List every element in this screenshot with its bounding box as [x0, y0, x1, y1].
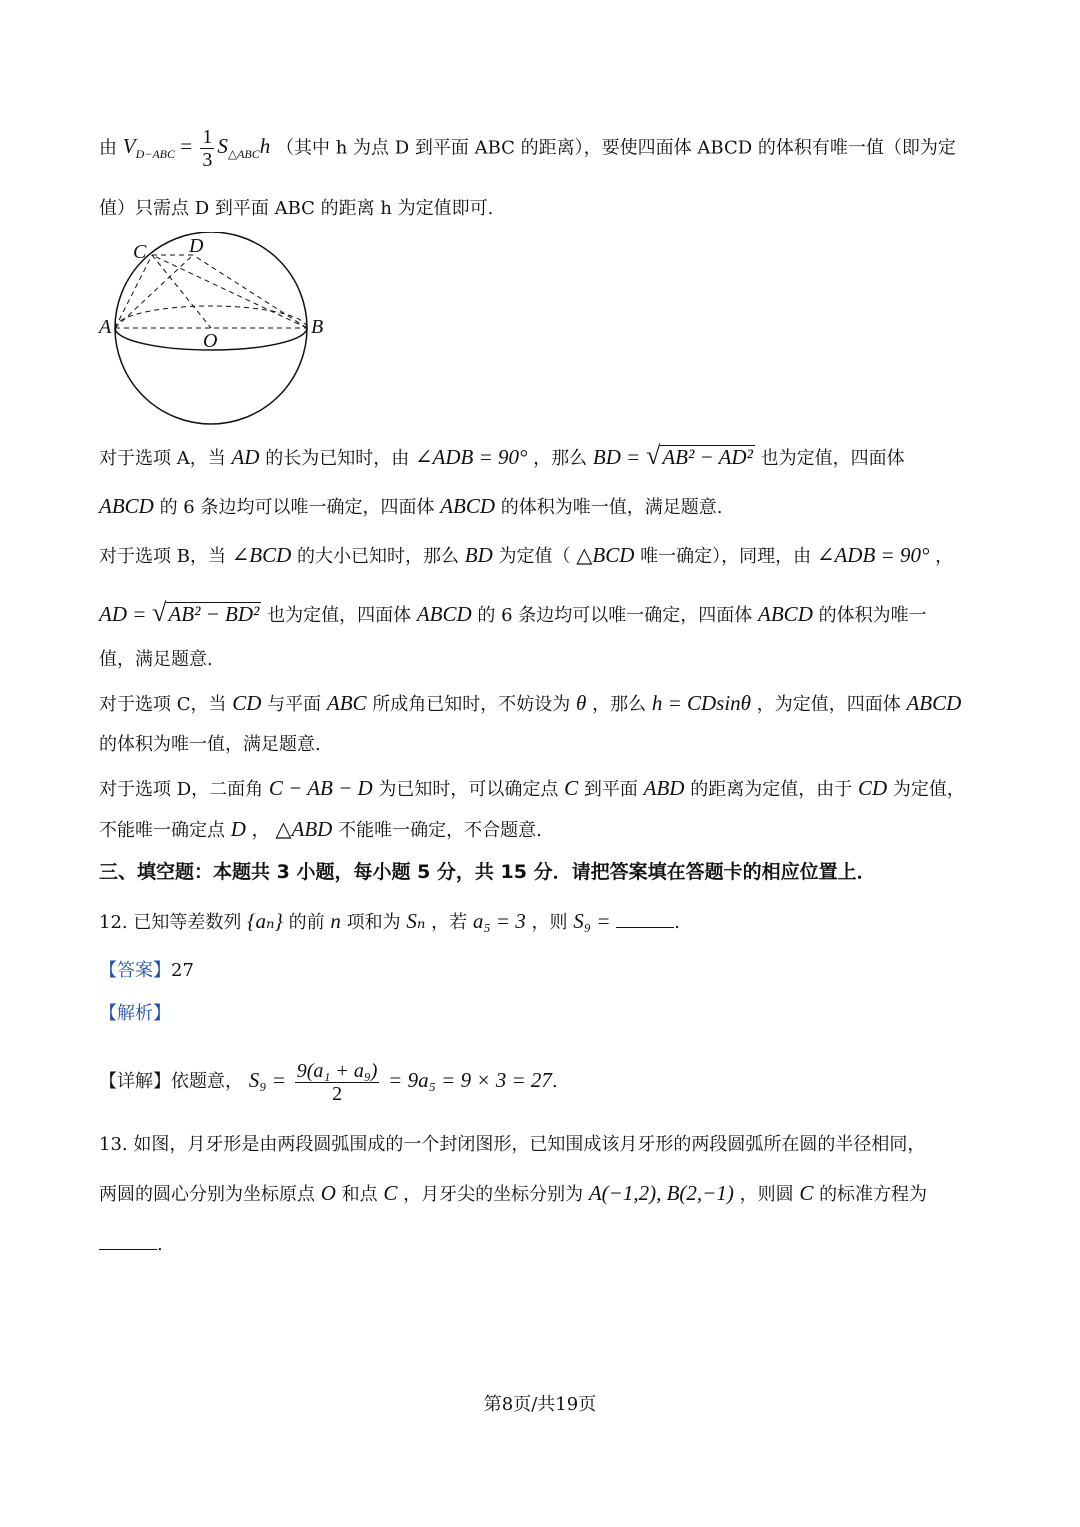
analysis-line — [99, 999, 171, 1029]
math-triangle-ABD: △ABD — [275, 817, 333, 841]
math-result: = 9a₅ = 9 × 3 = 27 — [388, 1068, 552, 1092]
text: ，为定值，四面体 — [756, 694, 901, 715]
label-A: A — [99, 316, 112, 338]
math-points-AB: A(−1,2), B(2,−1) — [588, 1181, 734, 1205]
math-BD-eq: BD = — [592, 445, 641, 469]
text: 的 6 条边均可以唯一确定，四面体 — [477, 605, 753, 626]
optionB-line2 — [99, 598, 927, 631]
math-ABCD: ABCD — [440, 494, 496, 518]
math-ABCD: ABCD — [906, 691, 962, 715]
text: 对于选项 D，二面角 — [99, 779, 264, 800]
math-C: C — [564, 776, 579, 800]
math-angle-BCD: ∠BCD — [231, 543, 292, 567]
math-S9: S₉ = — [248, 1068, 286, 1092]
paragraph-volume-line1 — [99, 126, 956, 171]
answer-tag: 【答案】 — [99, 960, 171, 981]
math-BD: BD — [464, 543, 493, 567]
math-triangle-BCD: △BCD — [576, 543, 635, 567]
math-n: n — [330, 909, 341, 933]
text: ，则 — [531, 912, 568, 933]
math-ABCD: ABCD — [416, 602, 472, 626]
text-volume-explanation: （其中 h 为点 D 到平面 ABC 的距离），要使四面体 ABCD 的体积有唯一值（即为定 — [275, 137, 956, 159]
question-13-line1: 13. 如图，月牙形是由两段圆弧围成的一个封闭图形，已知围成该月牙形的两段圆弧所在圆的半径相同， — [99, 1134, 926, 1155]
question-13-line2 — [99, 1178, 927, 1210]
text: 也为定值，四面体 — [760, 448, 905, 469]
text: ，那么 — [533, 448, 588, 469]
section-heading: 三、填空题：本题共 3 小题，每小题 5 分，共 15 分．请把答案填在答题卡的相应位置上． — [99, 861, 876, 883]
math-ABD: ABD — [643, 776, 685, 800]
math-angle-ADB: ∠ADB = 90° — [816, 543, 930, 567]
sphere-figure — [95, 232, 335, 432]
text: . — [551, 1071, 558, 1092]
text: 为已知时，可以确定点 — [378, 779, 559, 800]
math-theta: θ — [576, 691, 587, 715]
text: 到平面 — [583, 779, 638, 800]
text: 不能唯一确定点 — [99, 820, 225, 841]
optionB-line3: 值，满足题意. — [99, 649, 213, 670]
text: 和点 — [341, 1184, 378, 1205]
label-D: D — [189, 235, 204, 257]
math-O: O — [320, 1181, 336, 1205]
text: 的 6 条边均可以唯一确定，四面体 — [159, 497, 435, 518]
text: 与平面 — [267, 694, 322, 715]
optionC-line1 — [99, 688, 961, 720]
text: 依题意， — [171, 1071, 243, 1092]
optionA-line1 — [99, 441, 905, 474]
text: 对于选项 A，当 — [99, 448, 226, 469]
volume-formula: $V_{D-ABC}$ = $\frac{1}{3}$ $S_{\triangle ABC}h$ — [122, 126, 271, 171]
text: 的体积为唯一 — [818, 605, 927, 626]
optionB-line1 — [99, 540, 953, 572]
text: . — [157, 1234, 163, 1255]
radicand: AB² − AD² — [662, 445, 753, 469]
text: 不能唯一确定，不合题意. — [338, 820, 542, 841]
optionC-line2: 的体积为唯一值，满足题意. — [99, 734, 321, 755]
text: 的大小已知时，那么 — [297, 546, 460, 567]
text: 项和为 — [346, 912, 401, 933]
fraction-sum — [295, 1060, 380, 1105]
label-C: C — [133, 241, 147, 263]
text-lead: 由 — [99, 137, 117, 159]
text: 对于选项 B，当 — [99, 546, 226, 567]
math-AD: AD — [231, 445, 260, 469]
math-ABCD: ABCD — [758, 602, 813, 626]
math-S9: S₉ = — [573, 909, 611, 933]
detail-line — [99, 1056, 558, 1106]
text: 的长为已知时，由 — [265, 448, 410, 469]
question-13-line3 — [99, 1230, 163, 1260]
math-CD: CD — [232, 691, 262, 715]
text: ，则圆 — [739, 1184, 794, 1205]
math-AD-eq: AD = — [99, 602, 147, 626]
math-C: C — [383, 1181, 398, 1205]
detail-tag: 【详解】 — [99, 1071, 171, 1092]
math-ABC: ABC — [326, 691, 367, 715]
math-Sn: Sₙ — [406, 909, 426, 933]
text: 的前 — [288, 912, 325, 933]
equator-back — [115, 306, 307, 328]
segment-AC — [115, 255, 152, 328]
answer-value: 27 — [171, 960, 194, 981]
text: ，那么 — [592, 694, 647, 715]
text: ，若 — [431, 912, 468, 933]
text: 也为定值，四面体 — [267, 605, 412, 626]
math-a5: a₅ = 3 — [472, 909, 526, 933]
text: 为定值（ — [498, 546, 571, 567]
text: . — [674, 912, 680, 933]
label-O: O — [203, 330, 218, 352]
fraction-numerator: 9(a₁ + a₉) — [296, 1059, 378, 1082]
math-C: C — [799, 1181, 814, 1205]
math-ABCD: ABCD — [99, 494, 154, 518]
text: 的体积为唯一值，满足题意. — [500, 497, 723, 518]
math-h-formula: h = CDsinθ — [651, 691, 751, 715]
text: ，月牙尖的坐标分别为 — [403, 1184, 584, 1205]
answer-line — [99, 956, 194, 986]
optionA-line2 — [99, 491, 723, 523]
segment-BD — [193, 255, 307, 328]
text: ， — [251, 820, 270, 841]
paragraph-volume-line2: 值）只需点 D 到平面 ABC 的距离 h 为定值即可. — [99, 198, 494, 219]
math-sqrt-AB-BD: √AB² − BD² — [152, 598, 260, 627]
text: 两圆的圆心分别为坐标原点 — [99, 1184, 315, 1205]
math-CD: CD — [857, 776, 888, 800]
math-sequence: {aₙ} — [247, 909, 283, 933]
page-footer: 第8页/共19页 — [483, 1394, 597, 1415]
text: 唯一确定），同理，由 — [640, 546, 812, 567]
text: 对于选项 C，当 — [99, 694, 227, 715]
answer-blank — [99, 1231, 157, 1250]
math-D: D — [230, 817, 246, 841]
text: ， — [935, 546, 954, 567]
math-angle-ADB: ∠ADB = 90° — [414, 445, 528, 469]
text: 的距离为定值，由于 — [690, 779, 853, 800]
label-B: B — [311, 316, 324, 338]
text: 12. 已知等差数列 — [99, 912, 242, 933]
optionD-line2 — [99, 814, 542, 846]
fraction-denominator: 2 — [332, 1082, 343, 1105]
optionD-line1 — [99, 773, 965, 805]
answer-blank — [616, 909, 674, 928]
text: 为定值， — [892, 779, 965, 800]
analysis-tag: 【解析】 — [99, 1003, 171, 1024]
radicand: AB² − BD² — [168, 602, 260, 626]
math-dihedral: C − AB − D — [268, 776, 373, 800]
text: 的标准方程为 — [819, 1184, 928, 1205]
text: 所成角已知时，不妨设为 — [372, 694, 571, 715]
question-12 — [99, 906, 680, 938]
math-sqrt-AB-AD: √AB² − AD² — [646, 441, 753, 470]
